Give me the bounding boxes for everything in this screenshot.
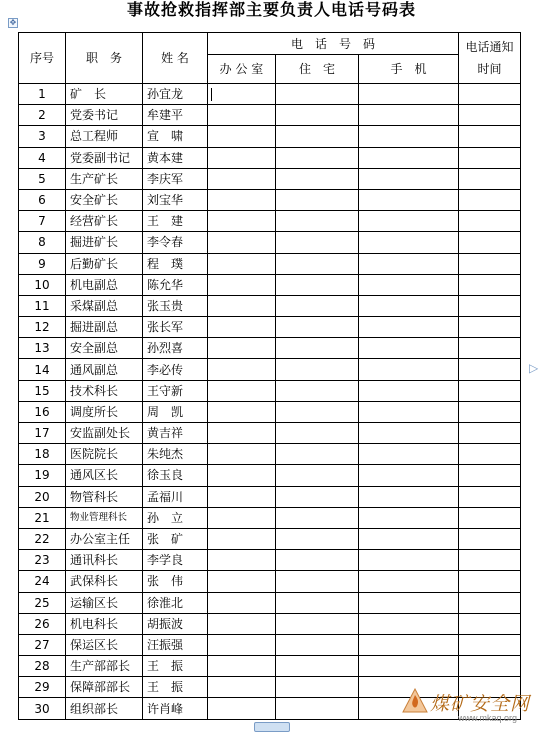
row-notify-time-cell[interactable] xyxy=(459,295,521,316)
row-mobile-phone-cell[interactable] xyxy=(359,401,459,422)
row-office-phone-cell[interactable] xyxy=(208,528,276,549)
row-home-phone-cell[interactable] xyxy=(276,295,359,316)
row-name: 牟建平 xyxy=(143,105,208,126)
row-position: 保运区长 xyxy=(66,634,143,655)
row-seq: 26 xyxy=(19,613,66,634)
table-row xyxy=(19,317,521,338)
row-seq: 14 xyxy=(19,359,66,380)
row-position: 通讯科长 xyxy=(66,550,143,571)
header-row-1 xyxy=(19,33,521,55)
row-mobile-phone-cell[interactable] xyxy=(359,486,459,507)
table-row xyxy=(19,359,521,380)
row-name: 刘宝华 xyxy=(143,189,208,210)
row-office-phone-cell[interactable] xyxy=(208,317,276,338)
row-office-phone-cell[interactable] xyxy=(208,465,276,486)
row-mobile-phone-cell[interactable] xyxy=(359,338,459,359)
header-notify-line2: 时间 xyxy=(477,62,502,76)
row-name: 孙 立 xyxy=(143,507,208,528)
row-name: 朱纯杰 xyxy=(143,444,208,465)
row-position: 生产矿长 xyxy=(66,168,143,189)
row-seq: 4 xyxy=(19,147,66,168)
row-seq: 10 xyxy=(19,274,66,295)
row-mobile-phone-cell[interactable] xyxy=(359,126,459,147)
row-home-phone-cell[interactable] xyxy=(276,423,359,444)
row-notify-time-cell[interactable] xyxy=(459,274,521,295)
header-mobile: 手 机 xyxy=(359,55,459,84)
row-mobile-phone-cell[interactable] xyxy=(359,317,459,338)
text-cursor xyxy=(211,88,212,101)
row-notify-time-cell[interactable] xyxy=(459,84,521,105)
row-mobile-phone-cell[interactable] xyxy=(359,211,459,232)
row-position: 机电科长 xyxy=(66,613,143,634)
row-position: 党委书记 xyxy=(66,105,143,126)
row-position: 采煤副总 xyxy=(66,295,143,316)
row-name: 李令春 xyxy=(143,232,208,253)
row-mobile-phone-cell[interactable] xyxy=(359,274,459,295)
row-name: 徐淮北 xyxy=(143,592,208,613)
row-home-phone-cell[interactable] xyxy=(276,592,359,613)
row-name: 孙宜龙 xyxy=(143,84,208,105)
row-seq: 3 xyxy=(19,126,66,147)
table-row xyxy=(19,656,521,677)
row-home-phone-cell[interactable] xyxy=(276,571,359,592)
row-home-phone-cell[interactable] xyxy=(276,486,359,507)
row-home-phone-cell[interactable] xyxy=(276,465,359,486)
table-row xyxy=(19,401,521,422)
row-office-phone-cell[interactable] xyxy=(208,338,276,359)
row-name: 宣 啸 xyxy=(143,126,208,147)
row-mobile-phone-cell[interactable] xyxy=(359,232,459,253)
row-name: 黄吉祥 xyxy=(143,423,208,444)
row-mobile-phone-cell[interactable] xyxy=(359,380,459,401)
row-name: 李学良 xyxy=(143,550,208,571)
row-seq: 12 xyxy=(19,317,66,338)
row-position: 调度所长 xyxy=(66,401,143,422)
header-notify-time xyxy=(459,33,521,84)
row-name: 张长军 xyxy=(143,317,208,338)
row-notify-time-cell[interactable] xyxy=(459,507,521,528)
header-notify-line1: 电话通知 xyxy=(465,40,514,54)
row-seq: 8 xyxy=(19,232,66,253)
row-home-phone-cell[interactable] xyxy=(276,338,359,359)
row-notify-time-cell[interactable] xyxy=(459,444,521,465)
row-name: 王 振 xyxy=(143,656,208,677)
row-notify-time-cell[interactable] xyxy=(459,380,521,401)
row-home-phone-cell[interactable] xyxy=(276,634,359,655)
row-position: 矿 长 xyxy=(66,84,143,105)
table-row xyxy=(19,274,521,295)
row-seq: 16 xyxy=(19,401,66,422)
row-notify-time-cell[interactable] xyxy=(459,528,521,549)
row-office-phone-cell[interactable] xyxy=(208,550,276,571)
table-resize-handle-icon[interactable] xyxy=(254,722,290,732)
row-seq: 25 xyxy=(19,592,66,613)
row-position: 经营矿长 xyxy=(66,211,143,232)
row-home-phone-cell[interactable] xyxy=(276,105,359,126)
row-home-phone-cell[interactable] xyxy=(276,274,359,295)
row-mobile-phone-cell[interactable] xyxy=(359,359,459,380)
row-office-phone-cell[interactable] xyxy=(208,444,276,465)
row-office-phone-cell[interactable] xyxy=(208,147,276,168)
row-notify-time-cell[interactable] xyxy=(459,550,521,571)
table-row xyxy=(19,423,521,444)
row-notify-time-cell[interactable] xyxy=(459,401,521,422)
row-position: 安全副总 xyxy=(66,338,143,359)
row-office-phone-cell[interactable] xyxy=(208,126,276,147)
row-mobile-phone-cell[interactable] xyxy=(359,634,459,655)
row-home-phone-cell[interactable] xyxy=(276,359,359,380)
table-row xyxy=(19,211,521,232)
watermark-url: www.mkaq.org xyxy=(458,713,518,723)
row-seq: 6 xyxy=(19,189,66,210)
row-seq: 18 xyxy=(19,444,66,465)
row-position: 通风副总 xyxy=(66,359,143,380)
row-mobile-phone-cell[interactable] xyxy=(359,105,459,126)
row-name: 孟福川 xyxy=(143,486,208,507)
row-mobile-phone-cell[interactable] xyxy=(359,550,459,571)
table-row xyxy=(19,295,521,316)
header-name: 姓 名 xyxy=(143,33,208,84)
row-seq: 24 xyxy=(19,571,66,592)
row-position: 党委副书记 xyxy=(66,147,143,168)
row-office-phone-cell[interactable] xyxy=(208,592,276,613)
row-notify-time-cell[interactable] xyxy=(459,147,521,168)
row-home-phone-cell[interactable] xyxy=(276,211,359,232)
table-row xyxy=(19,253,521,274)
row-seq: 15 xyxy=(19,380,66,401)
row-position: 物管科长 xyxy=(66,486,143,507)
row-notify-time-cell[interactable] xyxy=(459,105,521,126)
row-name: 张 矿 xyxy=(143,528,208,549)
row-position: 掘进矿长 xyxy=(66,232,143,253)
table-row xyxy=(19,105,521,126)
row-office-phone-cell[interactable] xyxy=(208,84,276,105)
watermark-text: 煤矿安全网 xyxy=(430,693,531,715)
row-home-phone-cell[interactable] xyxy=(276,232,359,253)
row-position: 安监副处长 xyxy=(66,423,143,444)
header-seq: 序号 xyxy=(19,33,66,84)
row-notify-time-cell[interactable] xyxy=(459,189,521,210)
row-home-phone-cell[interactable] xyxy=(276,528,359,549)
row-notify-time-cell[interactable] xyxy=(459,317,521,338)
row-home-phone-cell[interactable] xyxy=(276,507,359,528)
row-position: 组织部长 xyxy=(66,698,143,719)
row-office-phone-cell[interactable] xyxy=(208,359,276,380)
row-seq: 13 xyxy=(19,338,66,359)
table-row xyxy=(19,528,521,549)
row-name: 陈允华 xyxy=(143,274,208,295)
row-name: 胡振波 xyxy=(143,613,208,634)
header-position: 职 务 xyxy=(66,33,143,84)
row-name: 张玉贵 xyxy=(143,295,208,316)
row-home-phone-cell[interactable] xyxy=(276,677,359,698)
row-name: 王 振 xyxy=(143,677,208,698)
row-notify-time-cell[interactable] xyxy=(459,592,521,613)
row-notify-time-cell[interactable] xyxy=(459,571,521,592)
row-mobile-phone-cell[interactable] xyxy=(359,465,459,486)
table-row xyxy=(19,613,521,634)
row-seq: 9 xyxy=(19,253,66,274)
row-notify-time-cell[interactable] xyxy=(459,232,521,253)
row-mobile-phone-cell[interactable] xyxy=(359,253,459,274)
table-row xyxy=(19,380,521,401)
table-row xyxy=(19,507,521,528)
document-title: 事故抢救指挥部主要负责人电话号码表 xyxy=(126,0,416,19)
row-position: 运输区长 xyxy=(66,592,143,613)
row-office-phone-cell[interactable] xyxy=(208,507,276,528)
row-position: 生产部部长 xyxy=(66,656,143,677)
row-home-phone-cell[interactable] xyxy=(276,189,359,210)
row-office-phone-cell[interactable] xyxy=(208,698,276,719)
row-name: 张 伟 xyxy=(143,571,208,592)
row-notify-time-cell[interactable] xyxy=(459,338,521,359)
row-seq: 5 xyxy=(19,168,66,189)
row-office-phone-cell[interactable] xyxy=(208,232,276,253)
row-home-phone-cell[interactable] xyxy=(276,168,359,189)
row-position: 办公室主任 xyxy=(66,528,143,549)
row-mobile-phone-cell[interactable] xyxy=(359,295,459,316)
row-office-phone-cell[interactable] xyxy=(208,634,276,655)
row-office-phone-cell[interactable] xyxy=(208,486,276,507)
row-name: 孙烈喜 xyxy=(143,338,208,359)
row-mobile-phone-cell[interactable] xyxy=(359,613,459,634)
row-seq: 30 xyxy=(19,698,66,719)
row-office-phone-cell[interactable] xyxy=(208,274,276,295)
right-margin-marker-icon[interactable]: ▷ xyxy=(529,361,539,375)
row-seq: 27 xyxy=(19,634,66,655)
row-position: 掘进副总 xyxy=(66,317,143,338)
row-office-phone-cell[interactable] xyxy=(208,613,276,634)
table-row xyxy=(19,338,521,359)
row-seq: 19 xyxy=(19,465,66,486)
row-mobile-phone-cell[interactable] xyxy=(359,528,459,549)
row-home-phone-cell[interactable] xyxy=(276,698,359,719)
row-position: 医院院长 xyxy=(66,444,143,465)
row-notify-time-cell[interactable] xyxy=(459,465,521,486)
row-home-phone-cell[interactable] xyxy=(276,380,359,401)
row-home-phone-cell[interactable] xyxy=(276,550,359,571)
table-row xyxy=(19,444,521,465)
table-row xyxy=(19,465,521,486)
row-mobile-phone-cell[interactable] xyxy=(359,84,459,105)
row-office-phone-cell[interactable] xyxy=(208,105,276,126)
row-mobile-phone-cell[interactable] xyxy=(359,656,459,677)
row-seq: 7 xyxy=(19,211,66,232)
row-seq: 28 xyxy=(19,656,66,677)
row-mobile-phone-cell[interactable] xyxy=(359,147,459,168)
row-position: 武保科长 xyxy=(66,571,143,592)
row-home-phone-cell[interactable] xyxy=(276,444,359,465)
table-row xyxy=(19,634,521,655)
row-notify-time-cell[interactable] xyxy=(459,168,521,189)
row-name: 王 建 xyxy=(143,211,208,232)
row-mobile-phone-cell[interactable] xyxy=(359,189,459,210)
row-mobile-phone-cell[interactable] xyxy=(359,592,459,613)
row-office-phone-cell[interactable] xyxy=(208,211,276,232)
row-notify-time-cell[interactable] xyxy=(459,634,521,655)
row-seq: 1 xyxy=(19,84,66,105)
row-notify-time-cell[interactable] xyxy=(459,613,521,634)
row-home-phone-cell[interactable] xyxy=(276,126,359,147)
row-position: 物业管理科长 xyxy=(66,507,143,528)
row-seq: 23 xyxy=(19,550,66,571)
table-row xyxy=(19,232,521,253)
row-home-phone-cell[interactable] xyxy=(276,147,359,168)
table-row xyxy=(19,550,521,571)
row-notify-time-cell[interactable] xyxy=(459,253,521,274)
row-notify-time-cell[interactable] xyxy=(459,211,521,232)
row-position: 技术科长 xyxy=(66,380,143,401)
row-name: 王守新 xyxy=(143,380,208,401)
row-notify-time-cell[interactable] xyxy=(459,486,521,507)
row-office-phone-cell[interactable] xyxy=(208,571,276,592)
row-seq: 2 xyxy=(19,105,66,126)
row-position: 安全矿长 xyxy=(66,189,143,210)
table-row xyxy=(19,147,521,168)
row-office-phone-cell[interactable] xyxy=(208,423,276,444)
row-home-phone-cell[interactable] xyxy=(276,656,359,677)
table-row xyxy=(19,84,521,105)
header-home: 住 宅 xyxy=(276,55,359,84)
row-name: 周 凯 xyxy=(143,401,208,422)
row-seq: 11 xyxy=(19,295,66,316)
row-office-phone-cell[interactable] xyxy=(208,295,276,316)
row-position: 保障部部长 xyxy=(66,677,143,698)
row-position: 机电副总 xyxy=(66,274,143,295)
phone-table xyxy=(18,32,521,720)
row-notify-time-cell[interactable] xyxy=(459,656,521,677)
row-name: 黄本建 xyxy=(143,147,208,168)
row-office-phone-cell[interactable] xyxy=(208,677,276,698)
row-name: 许肖峰 xyxy=(143,698,208,719)
row-notify-time-cell[interactable] xyxy=(459,423,521,444)
row-name: 程 璞 xyxy=(143,253,208,274)
table-row xyxy=(19,189,521,210)
row-notify-time-cell[interactable] xyxy=(459,359,521,380)
row-office-phone-cell[interactable] xyxy=(208,189,276,210)
row-home-phone-cell[interactable] xyxy=(276,84,359,105)
header-office: 办 公 室 xyxy=(208,55,276,84)
table-move-icon[interactable]: ✥ xyxy=(9,18,17,27)
row-seq: 20 xyxy=(19,486,66,507)
row-name: 李必传 xyxy=(143,359,208,380)
row-home-phone-cell[interactable] xyxy=(276,401,359,422)
site-watermark xyxy=(402,688,540,732)
row-office-phone-cell[interactable] xyxy=(208,168,276,189)
header-phone-group: 电 话 号 码 xyxy=(208,33,459,55)
table-row xyxy=(19,571,521,592)
table-row xyxy=(19,168,521,189)
row-office-phone-cell[interactable] xyxy=(208,656,276,677)
row-office-phone-cell[interactable] xyxy=(208,401,276,422)
row-mobile-phone-cell[interactable] xyxy=(359,571,459,592)
row-seq: 22 xyxy=(19,528,66,549)
row-mobile-phone-cell[interactable] xyxy=(359,168,459,189)
row-home-phone-cell[interactable] xyxy=(276,613,359,634)
table-row xyxy=(19,126,521,147)
flame-logo-icon xyxy=(402,688,428,714)
row-position: 总工程师 xyxy=(66,126,143,147)
row-position: 后勤矿长 xyxy=(66,253,143,274)
row-position: 通风区长 xyxy=(66,465,143,486)
row-seq: 29 xyxy=(19,677,66,698)
row-office-phone-cell[interactable] xyxy=(208,253,276,274)
row-name: 徐玉良 xyxy=(143,465,208,486)
row-home-phone-cell[interactable] xyxy=(276,317,359,338)
row-name: 汪振强 xyxy=(143,634,208,655)
row-seq: 17 xyxy=(19,423,66,444)
row-seq: 21 xyxy=(19,507,66,528)
table-row xyxy=(19,486,521,507)
row-mobile-phone-cell[interactable] xyxy=(359,507,459,528)
row-notify-time-cell[interactable] xyxy=(459,126,521,147)
row-name: 李庆军 xyxy=(143,168,208,189)
row-mobile-phone-cell[interactable] xyxy=(359,444,459,465)
row-home-phone-cell[interactable] xyxy=(276,253,359,274)
row-office-phone-cell[interactable] xyxy=(208,380,276,401)
row-mobile-phone-cell[interactable] xyxy=(359,423,459,444)
table-row xyxy=(19,592,521,613)
